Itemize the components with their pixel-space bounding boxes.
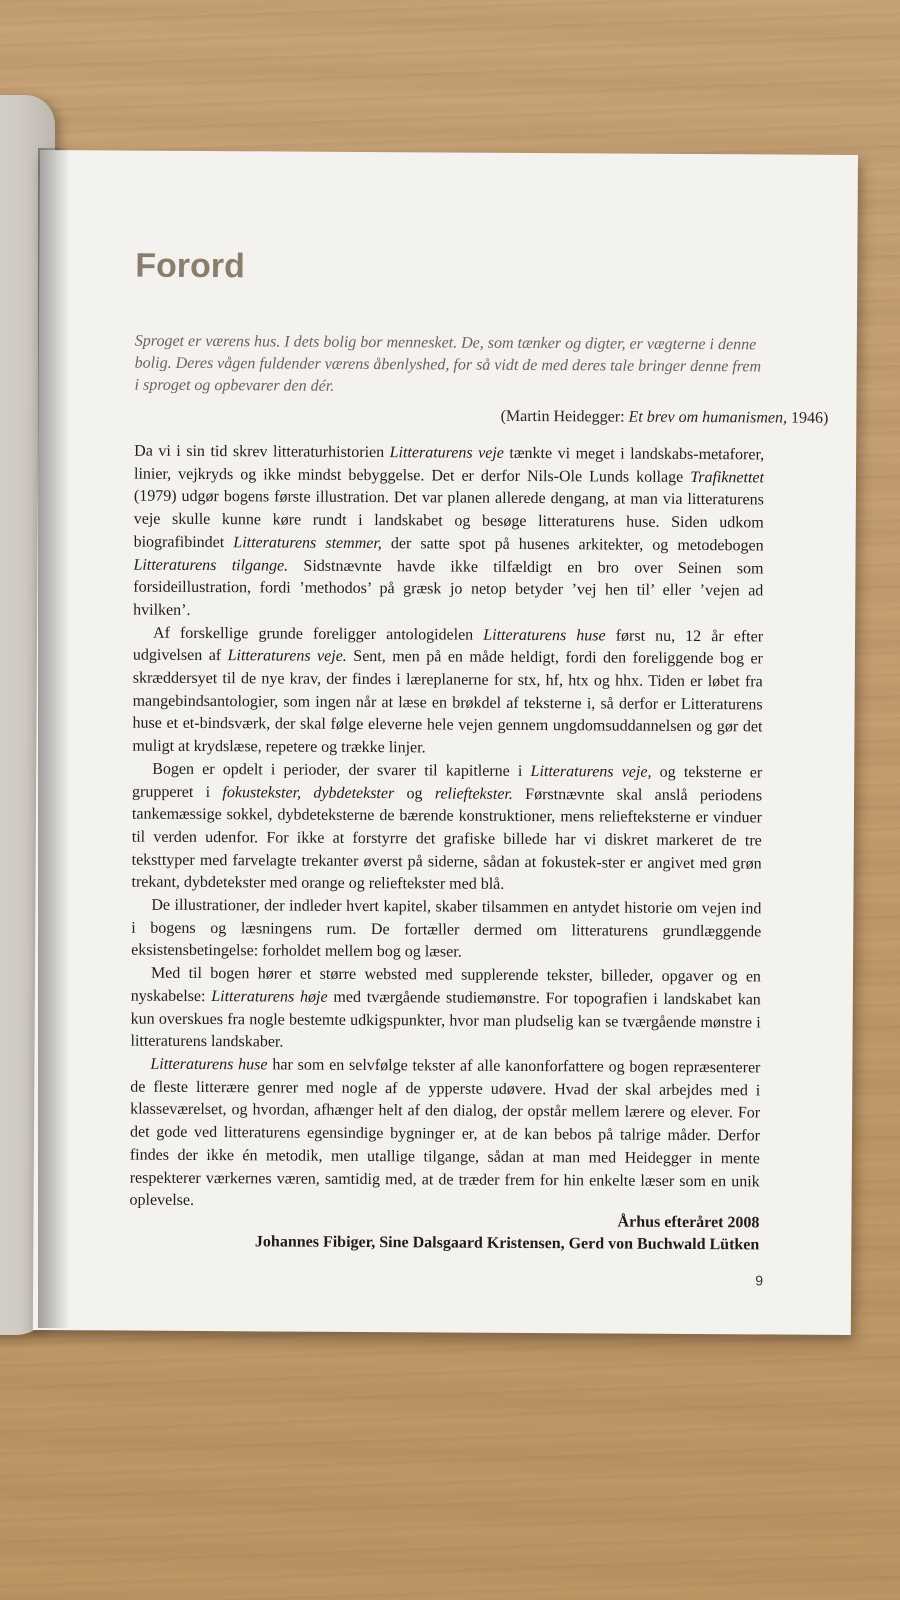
book-gutter-shadow — [38, 148, 70, 1328]
paragraph: Bogen er opdelt i perioder, der svarer til kapitlerne i Litteraturens veje, og teksterne er grupperet i fokustekster, dybdetekster og relieftekster. Førstnævnte skal anslå periodens tankemæssige sokkel, dybdeteksterne de bærende konstruktioner, mens reliefteksterne er vinduer til verden udenfor. For ikke at forstyrre det grafiske billede har vi diskret markeret de tre teksttyper med farvelagte trekanter øverst på siderne, sådan at fokustek-ster er angivet med grøn trekant, dybdetekster med orange og relieftekster med blå. — [131, 760, 763, 894]
epigraph-quote: Sproget er værens hus. I dets bolig bor mennesket. De, som tænker og digter, er vægterne i denne bolig. Deres vågen fuldender værens åbenlyshed, for så vidt de med deres tale bringer denne frem i sproget og opbevarer den dér. — [134, 332, 762, 395]
paragraph: Af forskellige grunde foreligger antologidelen Litteraturens huse først nu, 12 år efter udgivelsen af Litteraturens veje. Sent, men på en måde heldigt, fordi den foreliggende bog er skræddersyet til de nye krav, der findes i læreplanerne for stx, hf, htx og hhx. Tiden er løbet fra mangebindsantologier, som ingen når at læse en brøkdel af teksterne i, så derfor er Litteraturens huse et et-bindsværk, der skal følge eleverne hele vejen gennem ungdomsuddannelsen og gør det muligt at krydslæse, repetere og trække linjer. — [132, 624, 764, 757]
authors-line: Johannes Fibiger, Sine Dalsgaard Kristensen, Gerd von Buchwald Lütken — [254, 1233, 760, 1254]
book-page — [33, 150, 858, 1335]
citation-year: 1946) — [786, 409, 829, 427]
paragraph: De illustrationer, der indleder hvert kapitel, skaber tilsammen en antydet historie om vejen ind i bogens og læsningens rum. De fortæller dermed om litteraturens grundlæggende eksistensbetingelse: forholdet mellem bog og læser. — [131, 896, 762, 962]
paragraph: Da vi i sin tid skrev litteraturhistorien Litteraturens veje tænkte vi meget i landskabs-metaforer, linier, vejkryds og ikke mindst bebyggelse. Det er derfor Nils-Ole Lunds kollage Trafiknettet (1979) udgør bogens første illustration. Det var planen allerede dengang, at man via litteraturens veje skulle kunne køre rundt i landskabet og besøge litteraturens huse. Siden udkom biografibindet Litteraturens stemmer, der satte spot på husenes arkitekter, og metodebogen Litteraturens tilgange. Sidstnævnte havde ikke tilfældigt en bro over Seinen som forsideillustration, fordi ’methodos’ på græsk jo netop betyder ’vej hen til’ eller ’vejen ad hvilken’. — [133, 442, 765, 619]
citation-author: (Martin Heidegger: — [500, 407, 629, 426]
citation-work-title: Et brev om humanismen, — [628, 408, 788, 427]
epigraph-citation — [134, 404, 828, 430]
body-text — [130, 441, 765, 1217]
paragraph: Med til bogen hører et større websted med supplerende tekster, billeder, opgaver og en nyskabelse: Litteraturens høje med tværgående studiemønstre. For topografien i landskabet kan kun overskues fra nogle bestemte udkigspunkter, hvor man pludselig kan se tværgående mønstre i litteraturens landskaber. — [130, 964, 762, 1051]
page-title: Forord — [135, 246, 245, 286]
paragraph: Litteraturens huse har som en selvfølge tekster af alle kanonforfattere og bogen repræsenterer de fleste litterære genrer med nogle af de ypperste udøvere. Hvad der skal arbejdes med i klasseværelset, og hvordan, afhænger helt af den dialog, der opstår mellem lærere og elever. For det gode ved litteraturens egensindige bygninger er, at de kan bebos på talrige måder. Derfor findes der ikke én metodik, men utallige tilgange, sådan at man med Heidegger in mente respekterer værkernes væren, samtidig med, at de træder frem for hin enkelte læser som en unik oplevelse. — [129, 1055, 761, 1210]
signoff-place-date: Århus efteråret 2008 — [617, 1213, 760, 1232]
page-number: 9 — [755, 1272, 764, 1289]
